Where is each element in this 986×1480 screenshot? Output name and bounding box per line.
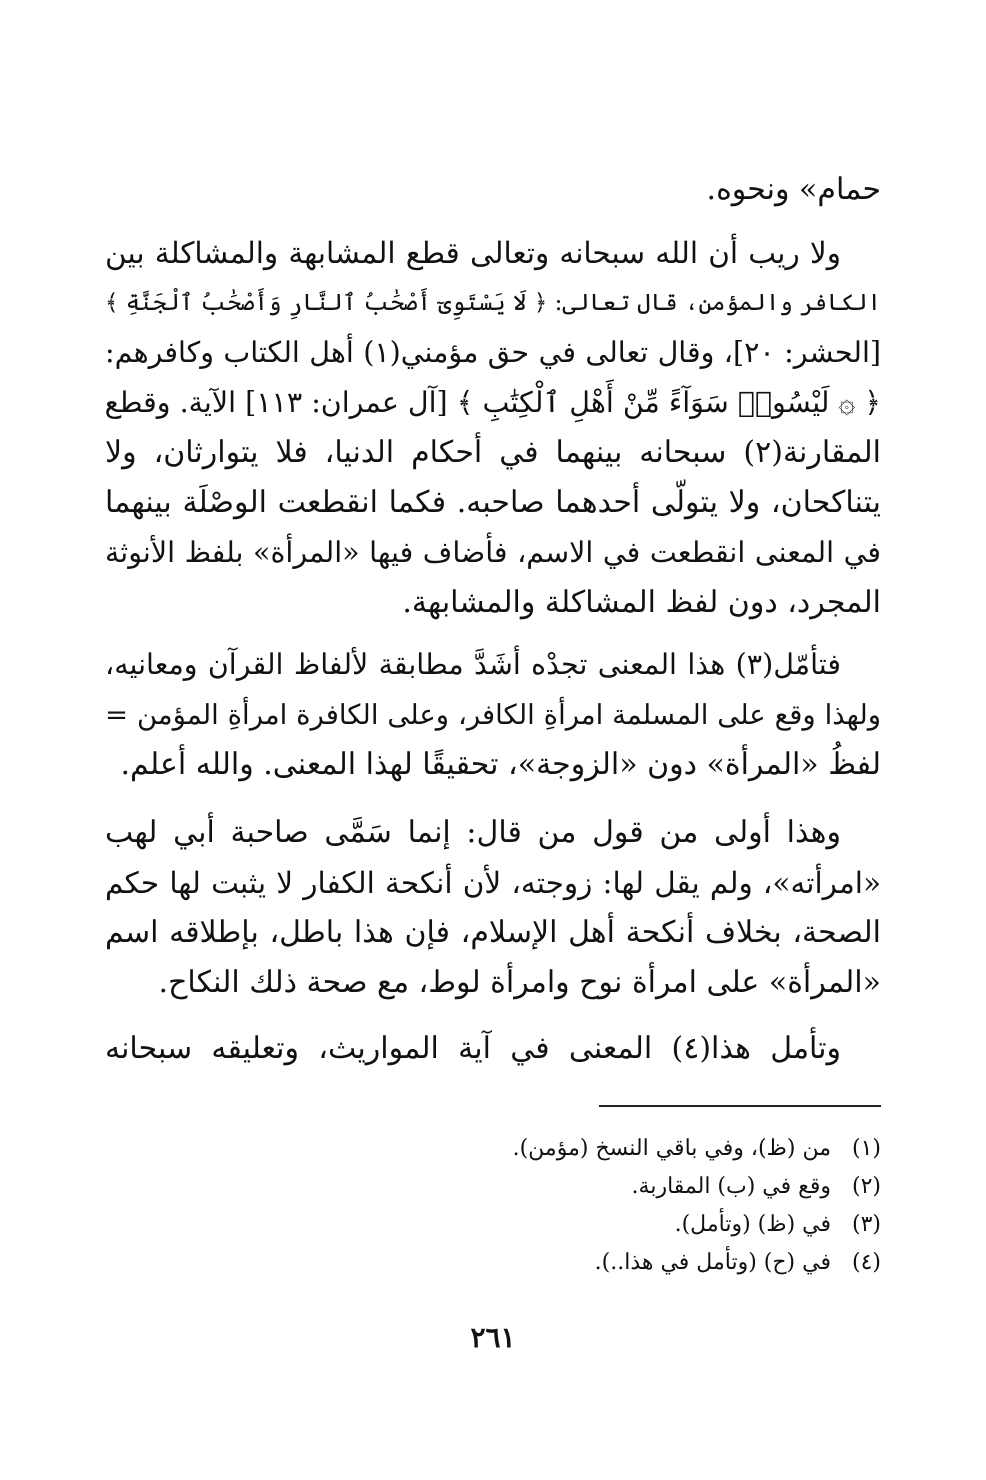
footnote-item — [105, 1168, 881, 1206]
paragraph-line: وهذا أولى من قول من قال: إنما سَمَّى صاحبة أبي لهب — [105, 815, 841, 850]
paragraph-line: ولهذا وقع على المسلمة امرأةِ الكافر، وعلى الكافرة امرأةِ المؤمن = — [105, 699, 881, 731]
page-number: ٢٦١ — [470, 1321, 516, 1354]
paragraph-line: وتأمل هذا(٤) المعنى في آية المواريث، وتعليقه سبحانه — [105, 1031, 841, 1066]
footnote-number: (٣) — [851, 1212, 881, 1237]
paragraph-2 — [105, 640, 881, 790]
footnote-number: (١) — [851, 1136, 881, 1161]
footnote-item — [105, 1206, 881, 1244]
footnote-separator — [599, 1105, 881, 1107]
paragraph-line: ﴿ ۞ لَيْسُوا۟ سَوَآءً مِّنْ أَهْلِ ٱلْكِتَٰبِ ﴾ [آل عمران: ١١٣] الآية. وقطع — [105, 386, 881, 419]
paragraph-line: «المرأة» على امرأة نوح وامرأة لوط، مع صحة ذلك النكاح. — [158, 965, 881, 1000]
paragraph-line: المجرد، دون لفظ المشاكلة والمشابهة. — [402, 585, 881, 620]
paragraph-line: «امرأته»، ولم يقل لها: زوجته، لأن أنكحة الكفار لا يثبت لها حكم — [105, 866, 881, 900]
paragraph-line: لفظُ «المرأة» دون «الزوجة»، تحقيقًا لهذا المعنى. والله أعلم. — [120, 747, 881, 782]
paragraph-line: ولا ريب أن الله سبحانه وتعالى قطع المشابهة والمشاكلة بين — [105, 236, 841, 270]
paragraph-line: الصحة، بخلاف أنكحة أهل الإسلام، فإن هذا باطل، بإطلاقه اسم — [105, 915, 881, 950]
opening-line: حمام» ونحوه. — [706, 172, 881, 207]
footnote-text: وقع في (ب) المقاربة. — [631, 1174, 831, 1199]
paragraph-line: الكافر والمؤمن، قال تعالى: ﴿ لَا يَسْتَوِىٓ أَصْحَٰبُ ٱلنَّارِ وَأَصْحَٰبُ ٱلْجَنَّةِ ﴾ — [105, 290, 881, 316]
paragraph-3 — [105, 808, 881, 1008]
paragraph-1 — [105, 228, 881, 628]
footnote-number: (٢) — [851, 1174, 881, 1199]
footnote-text: في (ح) (وتأمل في هذا..). — [594, 1250, 831, 1275]
paragraph-line: في المعنى انقطعت في الاسم، فأضاف فيها «المرأة» بلفظ الأنوثة — [105, 536, 881, 569]
paragraph-line: فتأمّل(٣) هذا المعنى تجدْه أشَدَّ مطابقة لألفاظ القرآن ومعانيه، — [105, 648, 841, 681]
paragraph-line: [الحشر: ٢٠]، وقال تعالى في حق مؤمني(١) أهل الكتاب وكافرهم: — [105, 336, 881, 369]
footnote-text: في (ظ) (وتأمل). — [674, 1212, 831, 1237]
footnote-number: (٤) — [851, 1250, 881, 1275]
paragraph-4 — [105, 1024, 881, 1074]
footnotes — [105, 1130, 881, 1282]
footnote-text: من (ظ)، وفي باقي النسخ (مؤمن). — [512, 1136, 831, 1161]
paragraph-line: المقارنة(٢) سبحانه بينهما في أحكام الدنيا، فلا يتوارثان، ولا — [105, 435, 881, 470]
paragraph-line: يتناكحان، ولا يتولّى أحدهما صاحبه. فكما انقطعت الوصْلَة بينهما — [105, 485, 881, 520]
footnote-item — [105, 1244, 881, 1282]
footnote-item — [105, 1130, 881, 1168]
